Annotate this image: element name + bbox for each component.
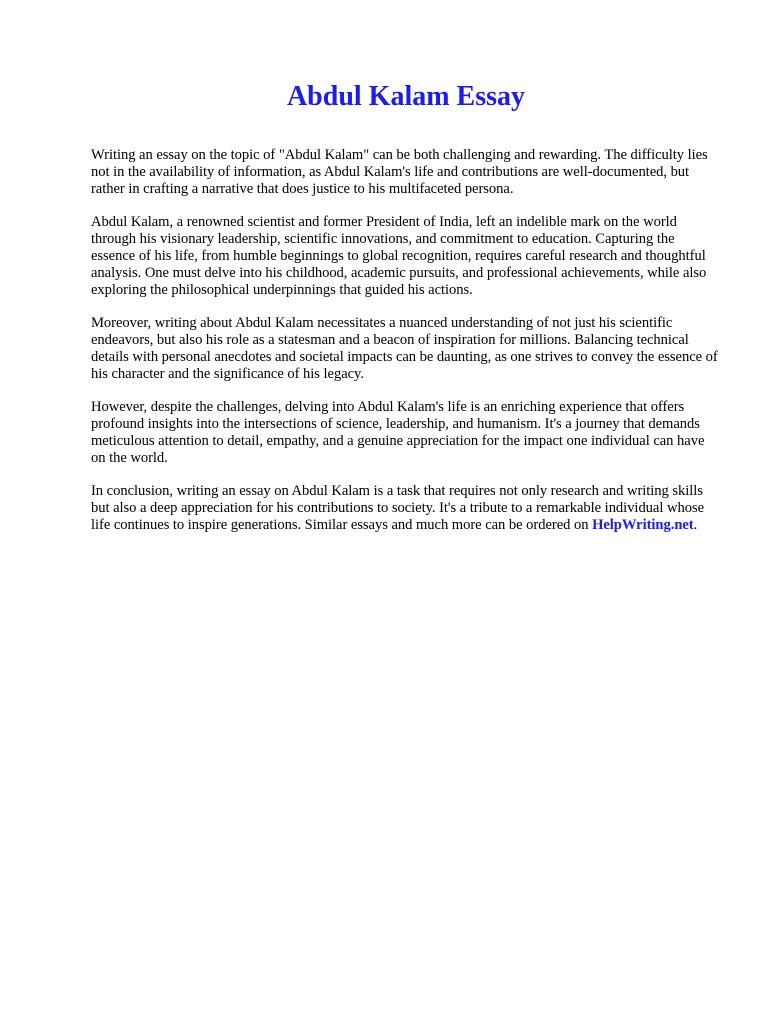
paragraph-intro: Writing an essay on the topic of "Abdul Kalam" can be both challenging and rewarding. The difficulty lies not in the availability of information, as Abdul Kalam's life and contributions are well-documented, but rather in crafting a narrative that does justice to his multifaceted persona.	[91, 147, 708, 197]
conclusion-period: .	[693, 517, 698, 533]
document-body	[91, 147, 721, 550]
paragraph-challenges: However, despite the challenges, delving into Abdul Kalam's life is an enriching experience that offers profound insights into the intersections of science, leadership, and humanism. It's a journey that demands meticulous attention to detail, empathy, and a genuine appreciation for the impact one individual can have on the world.	[91, 399, 705, 466]
conclusion-text: In conclusion, writing an essay on Abdul Kalam is a task that requires not only research and writing skills but also a deep appreciation for his contributions to society. It's a tribute to a remarkable individual whose life continues to inspire generations. Similar essays and much more can be ordered on	[91, 483, 705, 533]
paragraph-nuance: Moreover, writing about Abdul Kalam necessitates a nuanced understanding of not just his scientific endeavors, but also his role as a statesman and a beacon of inspiration for millions. Balancing technical details with personal anecdotes and societal impacts can be daunting, as one strives to convey the essence of his character and the significance of his legacy.	[91, 315, 718, 382]
paragraph-conclusion	[91, 483, 721, 534]
helpwriting-link[interactable]: HelpWriting.net	[592, 517, 694, 533]
document-title: Abdul Kalam Essay	[286, 81, 526, 112]
paragraph-biography: Abdul Kalam, a renowned scientist and former President of India, left an indelible mark on the world through his visionary leadership, scientific innovations, and commitment to education. Capturing the essence of his life, from humble beginnings to global recognition, requires careful research and thoughtful analysis. One must delve into his childhood, academic pursuits, and professional achievements, while also exploring the philosophical underpinnings that guided his actions.	[91, 214, 707, 298]
